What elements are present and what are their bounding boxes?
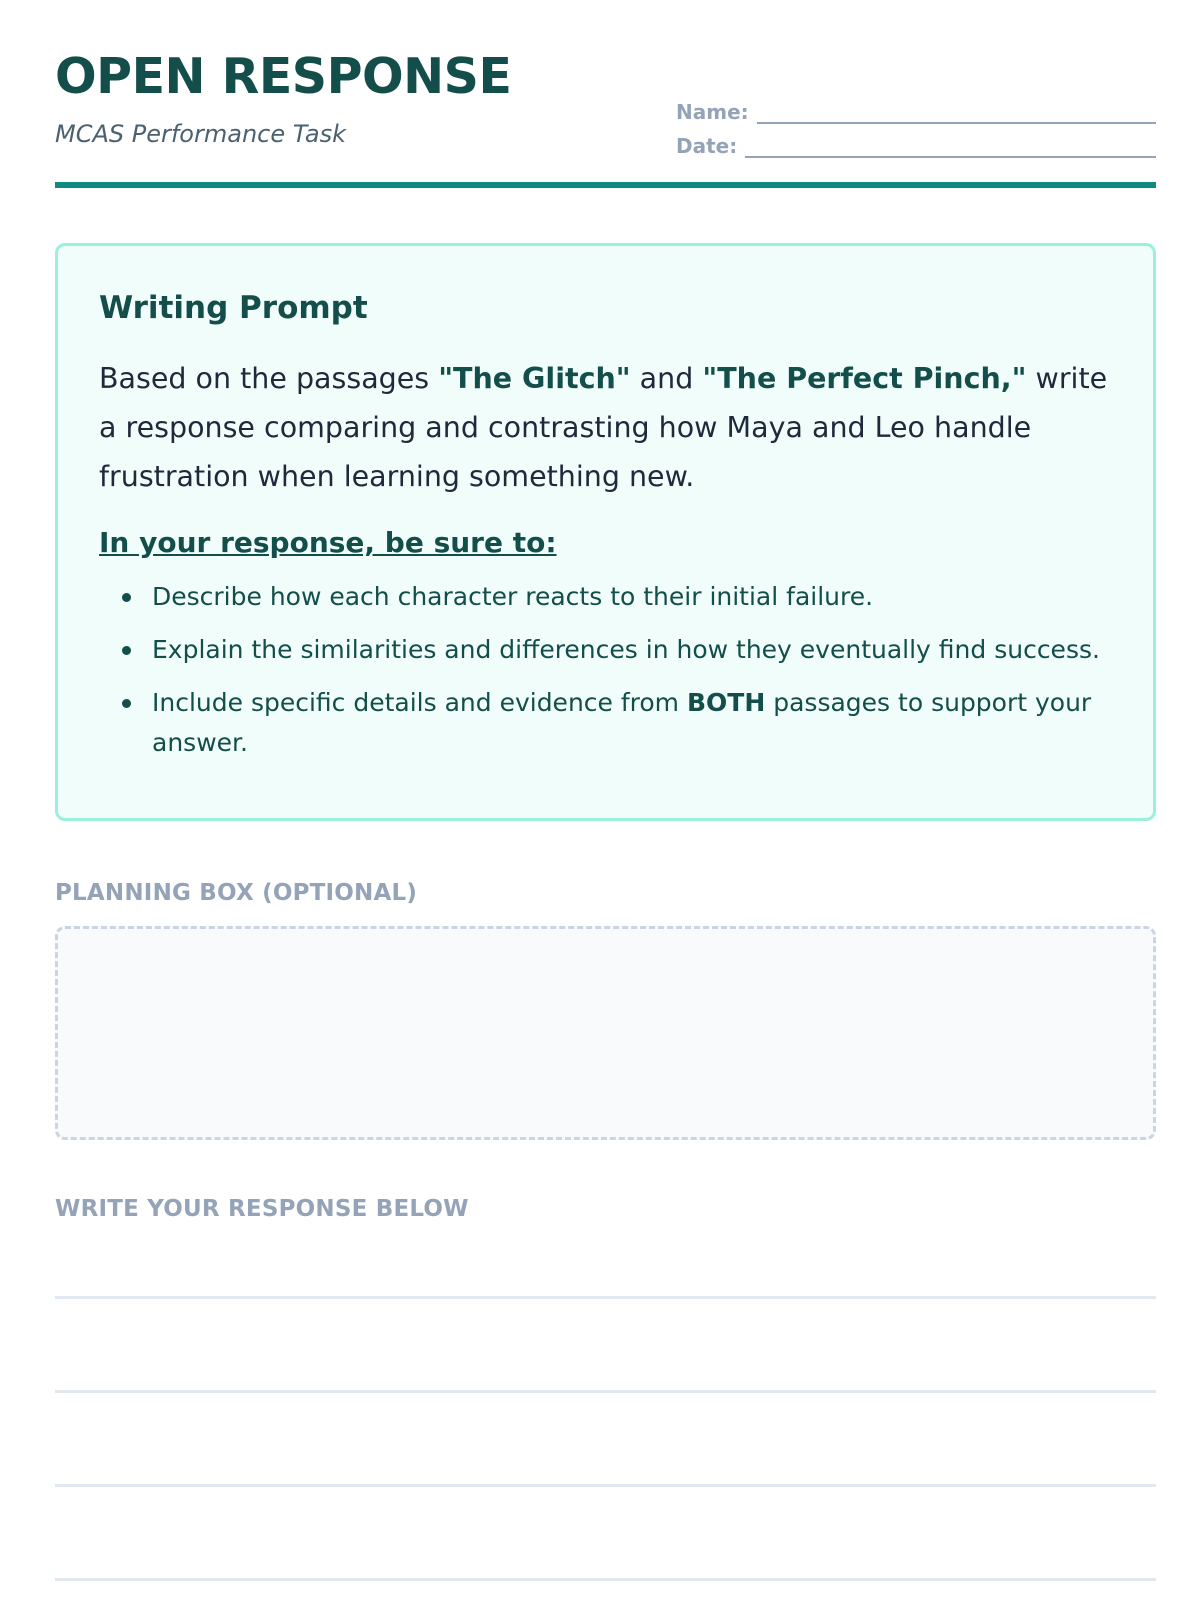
bullet-icon	[122, 699, 131, 708]
writing-line[interactable]	[55, 1578, 1156, 1581]
page-subtitle: MCAS Performance Task	[55, 120, 346, 148]
requirement-item	[99, 630, 1113, 670]
response-label: WRITE YOUR RESPONSE BELOW	[55, 1196, 469, 1222]
requirement-item	[99, 577, 1113, 617]
planning-box[interactable]	[55, 926, 1156, 1140]
prompt-heading: Writing Prompt	[99, 290, 368, 326]
page-title: OPEN RESPONSE	[55, 48, 512, 105]
date-label: Date:	[676, 134, 738, 158]
date-line[interactable]	[745, 132, 1156, 158]
student-info-fields	[676, 90, 1156, 158]
prompt-text-part-2: and	[630, 362, 703, 395]
header	[55, 0, 1156, 190]
writing-line[interactable]	[55, 1390, 1156, 1393]
bullet-icon	[122, 646, 131, 655]
bullet-icon	[122, 593, 131, 602]
requirement-text-before: Include specific details and evidence from	[152, 688, 687, 717]
requirement-text: Describe how each character reacts to their initial failure.	[152, 582, 874, 611]
writing-prompt-box	[55, 243, 1156, 821]
writing-line[interactable]	[55, 1484, 1156, 1487]
requirements-list	[99, 577, 1113, 763]
header-divider	[55, 182, 1156, 188]
requirement-text-after: passages to support your answer.	[152, 688, 1092, 757]
writing-line[interactable]	[55, 1296, 1156, 1299]
passage-title-2: "The Perfect Pinch,"	[702, 362, 1027, 395]
date-field[interactable]	[676, 124, 1156, 158]
requirement-item	[99, 683, 1113, 763]
prompt-text-part-1: Based on the passages	[99, 362, 439, 395]
requirement-emphasis: BOTH	[687, 688, 766, 717]
name-field[interactable]	[676, 90, 1156, 124]
passage-title-1: "The Glitch"	[438, 362, 631, 395]
prompt-text	[99, 354, 1113, 501]
name-line[interactable]	[757, 98, 1156, 124]
prompt-text-part-3: write a response comparing and contrasting how Maya and Leo handle frustration when learning something new.	[99, 362, 1108, 493]
requirements-heading: In your response, be sure to:	[99, 526, 557, 559]
planning-box-label: PLANNING BOX (OPTIONAL)	[55, 880, 418, 906]
requirement-text: Explain the similarities and differences in how they eventually find success.	[152, 635, 1100, 664]
name-label: Name:	[676, 100, 749, 124]
